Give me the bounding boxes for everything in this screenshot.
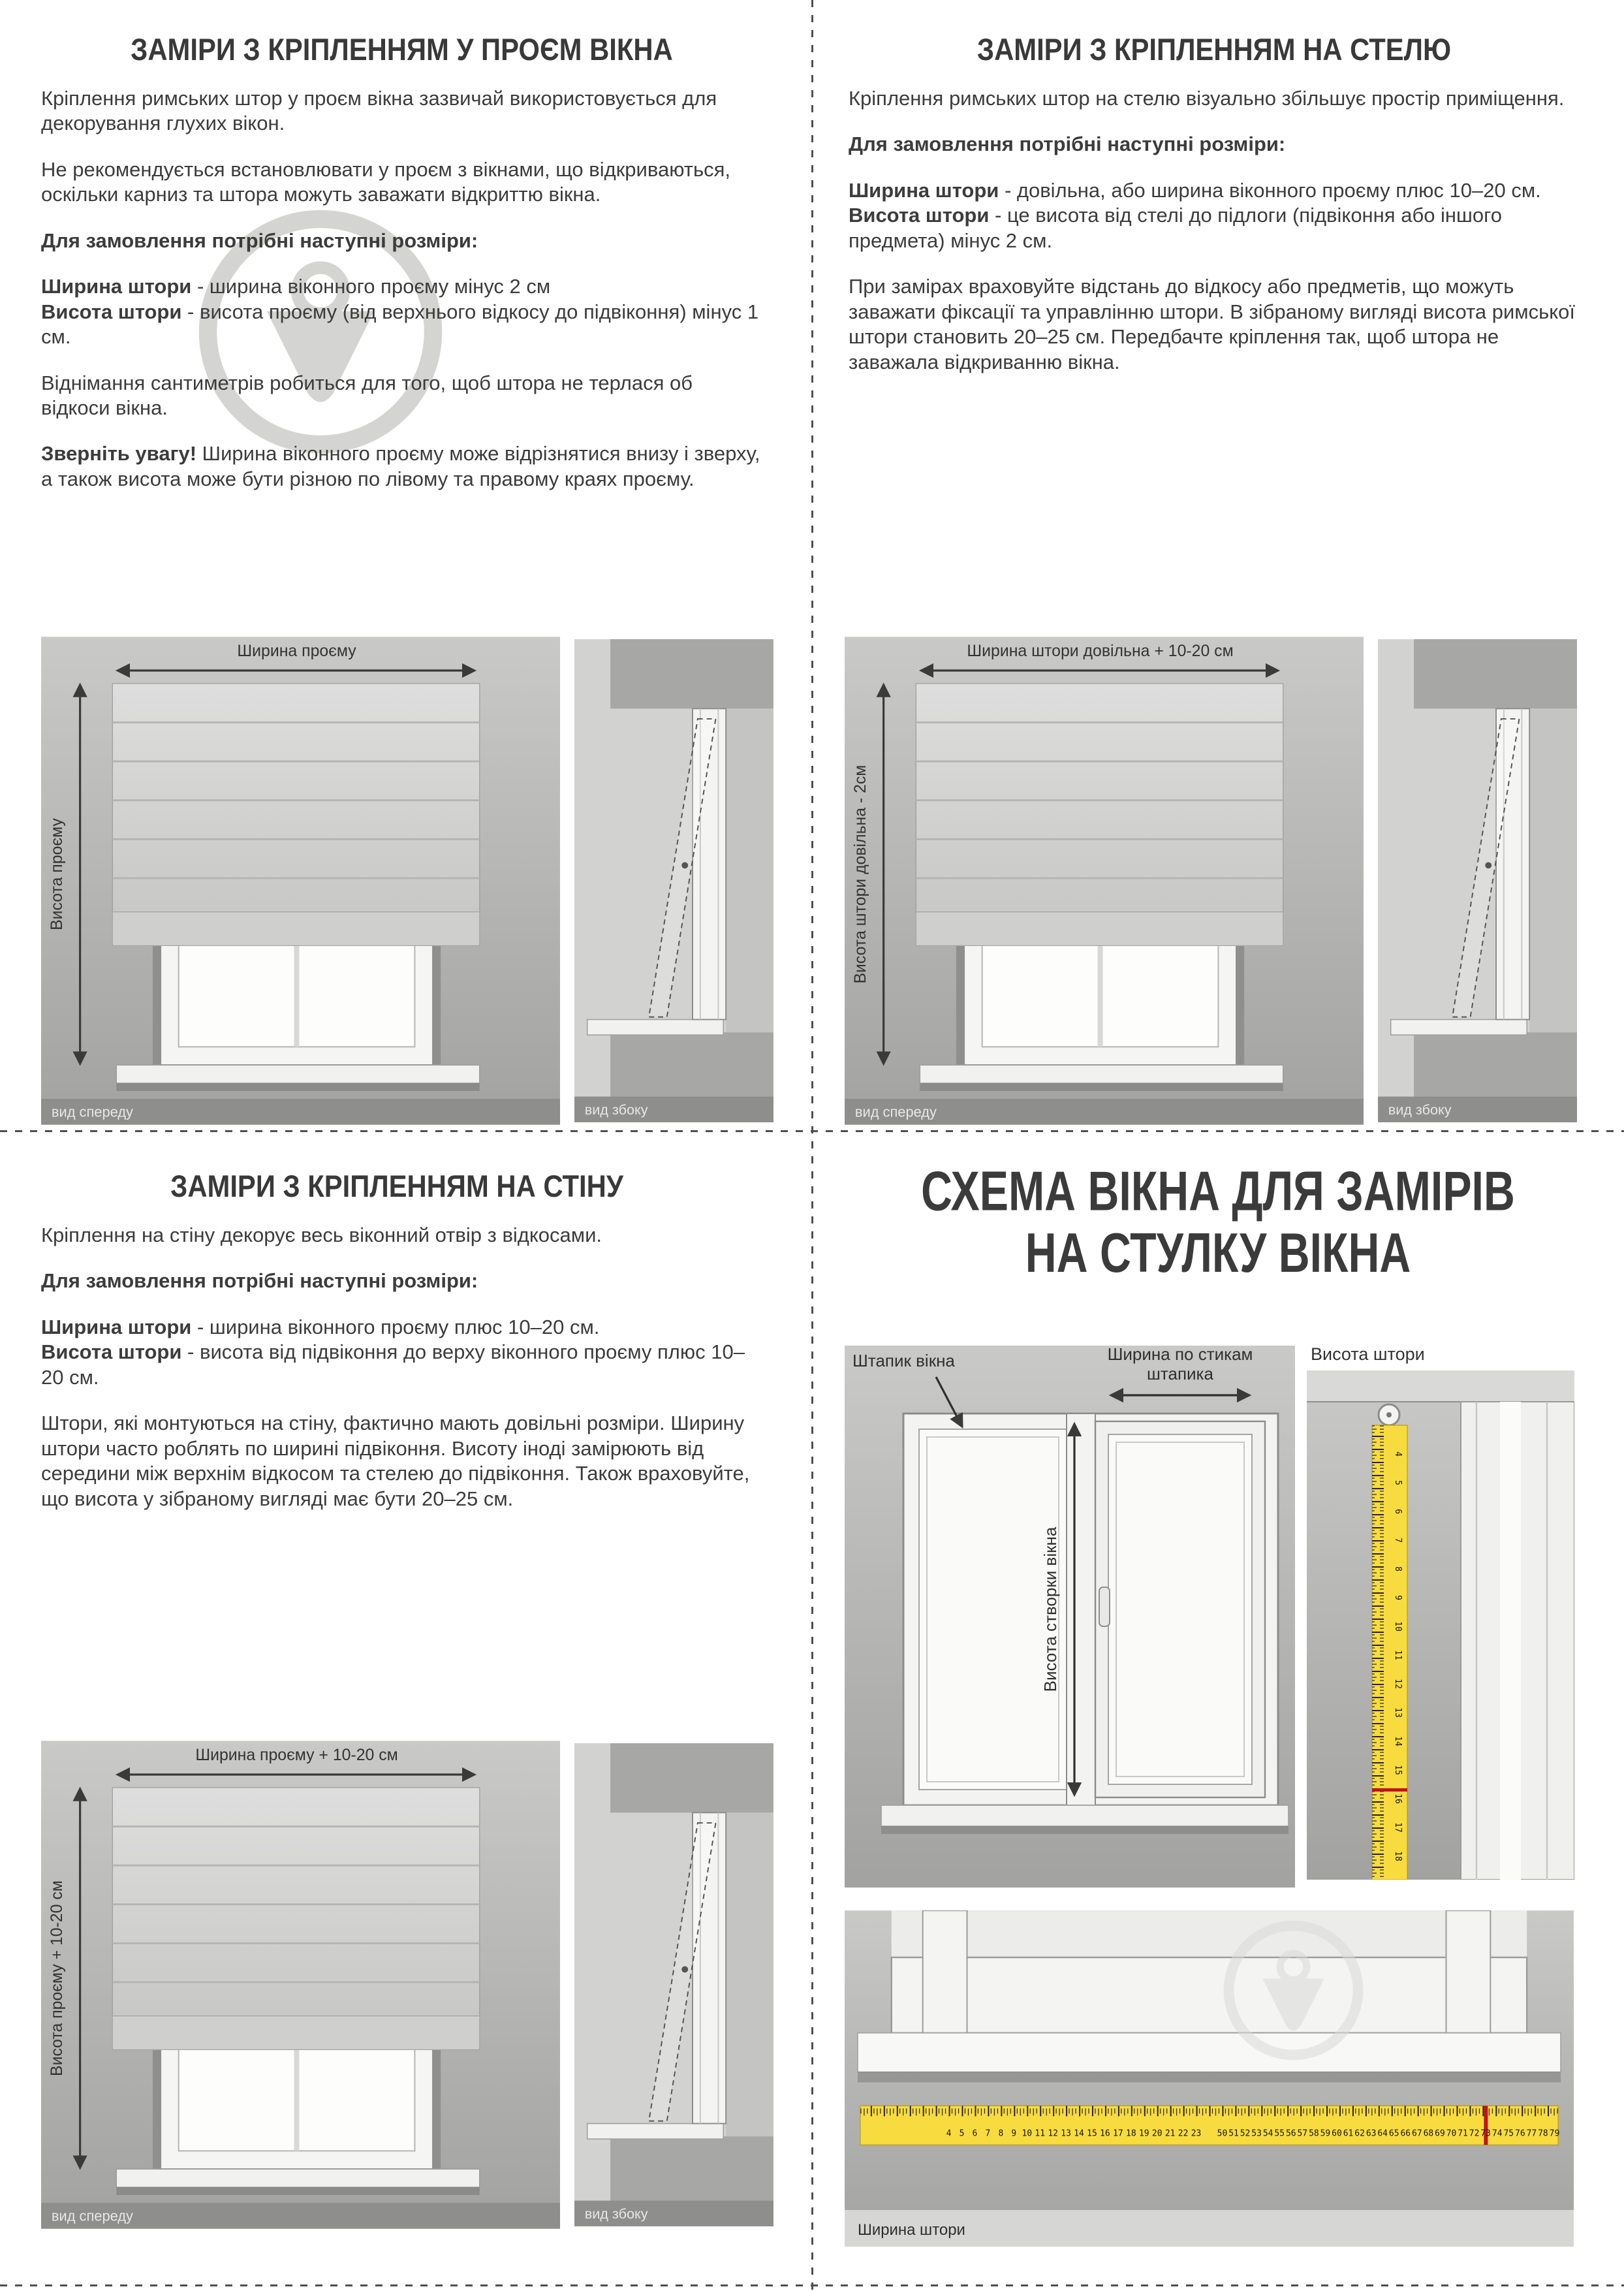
schema-title [905, 1160, 1532, 1284]
svg-text:56: 56 [1285, 2128, 1296, 2139]
dim-width-term: Ширина штори [849, 178, 999, 202]
svg-text:78: 78 [1538, 2128, 1548, 2139]
measuring-tape-horizontal [860, 2106, 1558, 2145]
dimension-height-line [849, 203, 1580, 253]
paragraph-subtract-note: Віднімання сантиметрів робиться для того, щоб штора не терлася об відкоси вікна. [41, 371, 693, 419]
figure-wall-mount [41, 1741, 773, 2229]
paragraph-advice: Штори, які монтуються на стіну, фактично мають довільні розміри. Ширину штори часто роблять по ширині підвіконня. Висоту іноді замірюють від середини між верхнім відкосом та стелею до підвіконня. Також враховуйте, що висота у зібраному вигляді має бути 20–25 см. [41, 1412, 750, 1510]
wall-above-window [1414, 639, 1577, 708]
front-view-caption: вид спереду [51, 2207, 133, 2224]
section-window-schema [812, 1130, 1624, 2286]
red-measure-mark [1484, 2106, 1488, 2145]
window-reveal [1529, 708, 1577, 1032]
paragraph-intro: Кріплення на стіну декорує весь віконний отвір з відкосами. [41, 1224, 602, 1246]
svg-text:8: 8 [998, 2128, 1004, 2139]
svg-text:62: 62 [1354, 2128, 1365, 2139]
section-title: ЗАМІРИ З КРІПЛЕННЯМ НА СТІНУ [170, 1169, 623, 1204]
section-title: ЗАМІРИ З КРІПЛЕННЯМ У ПРОЄМ ВІКНА [131, 33, 673, 67]
front-view-caption: вид спереду [854, 1103, 937, 1120]
dimension-height-line [41, 300, 762, 350]
svg-text:18: 18 [1393, 1851, 1403, 1861]
side-view-illustration [574, 637, 773, 1125]
windowsill-side [587, 1020, 724, 1035]
svg-text:8: 8 [1393, 1566, 1403, 1572]
svg-text:19: 19 [1138, 2128, 1149, 2139]
window-handle-icon [681, 1966, 688, 1972]
dimensions-block [41, 1315, 753, 1390]
svg-text:10: 10 [1393, 1621, 1403, 1632]
tape-numbers-vertical [1393, 1451, 1403, 1861]
dim-height-term: Висота штори [41, 1340, 182, 1364]
section-mount-on-ceiling [812, 0, 1624, 1130]
red-measure-mark [1372, 1788, 1407, 1792]
ceiling [1307, 1370, 1574, 1402]
dim-height-desc: - це висота від стелі до підлоги (підвіконня або іншого предмета) мінус 2 см. [849, 204, 1503, 252]
svg-text:52: 52 [1240, 2128, 1251, 2139]
tape-numbers-right [1217, 2128, 1560, 2138]
roman-blind [112, 684, 479, 945]
svg-text:22: 22 [1178, 2128, 1189, 2139]
svg-text:73: 73 [1480, 2128, 1491, 2139]
window-handle-icon [1099, 1587, 1110, 1626]
dim-height-term: Висота штори [849, 204, 990, 227]
section-mount-on-wall [0, 1130, 812, 2286]
svg-text:68: 68 [1423, 2128, 1434, 2139]
roman-blind [916, 684, 1283, 945]
height-tape-illustration [1307, 1370, 1574, 1880]
dim-width-term: Ширина штори [41, 1315, 192, 1338]
curtain-width-label: Ширина штори [857, 2220, 965, 2239]
order-heading: Для замовлення потрібні наступні розміри: [41, 1269, 478, 1293]
side-view-caption: вид збоку [1388, 1101, 1452, 1118]
svg-text:60: 60 [1332, 2128, 1342, 2139]
svg-text:63: 63 [1366, 2128, 1377, 2139]
svg-text:53: 53 [1251, 2128, 1262, 2139]
front-view-illustration [845, 637, 1364, 1125]
svg-text:18: 18 [1126, 2128, 1136, 2139]
windowsill [920, 1065, 1283, 1091]
dimensions-block [849, 178, 1580, 253]
svg-text:61: 61 [1343, 2128, 1354, 2139]
side-view-illustration [574, 1741, 773, 2229]
figure-opening-mount [41, 637, 773, 1125]
dim-height-term: Висота штори [41, 300, 182, 323]
svg-text:23: 23 [1191, 2128, 1202, 2139]
svg-text:13: 13 [1393, 1707, 1403, 1718]
order-heading: Для замовлення потрібні наступні розміри: [849, 133, 1286, 156]
attention-term: Зверніть увагу! [41, 442, 197, 466]
svg-text:67: 67 [1412, 2128, 1422, 2139]
width-dimension-label: Ширина штори довільна + 10-20 см [967, 642, 1234, 661]
svg-text:64: 64 [1377, 2128, 1388, 2139]
svg-text:5: 5 [959, 2128, 965, 2139]
svg-text:4: 4 [946, 2128, 952, 2139]
svg-text:11: 11 [1393, 1650, 1403, 1660]
paragraph-advice: При замірах враховуйте відстань до відкосу або предметів, що можуть заважати фіксації та управлінню штори. В зібраному вигляді висота римської штори становить 20–25 см. Передбачте кріплення так, щоб штора не заважала відкриванню вікна. [849, 275, 1576, 373]
svg-text:66: 66 [1400, 2128, 1411, 2139]
wall-above-window [610, 639, 773, 708]
svg-text:65: 65 [1388, 2128, 1399, 2139]
svg-text:17: 17 [1113, 2128, 1123, 2139]
svg-text:7: 7 [1393, 1538, 1403, 1543]
roman-blind [112, 1788, 479, 2049]
svg-text:21: 21 [1164, 2128, 1176, 2139]
window-frame-corner [1461, 1402, 1574, 1880]
svg-text:79: 79 [1549, 2128, 1560, 2139]
dimension-height-line [41, 1340, 753, 1390]
bead-width-label-line2: штапика [1147, 1364, 1213, 1383]
curtain-height-label: Висота штори [1311, 1344, 1425, 1364]
window-handle-icon [681, 862, 688, 868]
dim-height-desc: - висота проєму (від верхнього відкосу до підвіконня) мінус 1 см. [41, 300, 759, 349]
windowsill [858, 2033, 1561, 2083]
height-dimension-label: Висота штори довільна - 2см [851, 765, 869, 984]
brand-watermark-icon [1220, 1917, 1367, 2064]
svg-text:54: 54 [1262, 2128, 1273, 2139]
wall-above-window [610, 1743, 773, 1812]
svg-text:55: 55 [1274, 2128, 1285, 2139]
svg-text:72: 72 [1469, 2128, 1480, 2139]
svg-text:58: 58 [1309, 2128, 1319, 2139]
side-view-illustration [1378, 637, 1577, 1125]
front-view-caption: вид спереду [51, 1103, 133, 1120]
paragraph-intro: Кріплення римських штор у проєм вікна зазвичай використовується для декорування глухих вікон. [41, 87, 717, 135]
svg-text:20: 20 [1151, 2128, 1163, 2139]
svg-text:10: 10 [1022, 2128, 1033, 2139]
side-view-caption: вид збоку [584, 2205, 648, 2222]
svg-text:7: 7 [985, 2128, 991, 2139]
front-view-illustration [41, 637, 560, 1125]
svg-text:17: 17 [1393, 1822, 1403, 1833]
front-view-illustration [41, 1741, 560, 2229]
svg-text:51: 51 [1228, 2128, 1239, 2139]
windowsill-side [1391, 1020, 1527, 1035]
windowsill-side [587, 2124, 724, 2140]
paragraph-intro: Кріплення римських штор на стелю візуально збільшує простір приміщення. [849, 87, 1565, 110]
schema-title-line-2: НА СТУЛКУ ВІКНА [1025, 1220, 1411, 1284]
svg-text:13: 13 [1061, 2128, 1071, 2139]
windowsill [116, 1065, 480, 1091]
svg-text:69: 69 [1435, 2128, 1445, 2139]
width-tape-illustration [845, 1910, 1574, 2247]
window-jamb-right [1446, 1910, 1491, 2032]
dim-width-desc: - ширина віконного проєму плюс 10–20 см. [191, 1315, 600, 1338]
windowsill [881, 1805, 1288, 1834]
ceiling-hook-icon [1379, 1404, 1399, 1425]
window-handle-icon [1485, 862, 1491, 868]
svg-text:15: 15 [1087, 2128, 1097, 2139]
svg-text:57: 57 [1297, 2128, 1308, 2139]
width-dimension-label: Ширина проєму [237, 642, 356, 661]
height-dimension-label: Висота проєму + 10-20 см [48, 1880, 66, 2076]
window-schema-illustration [845, 1346, 1295, 1888]
dim-height-desc: - висота від підвіконня до верху віконного проєму плюс 10–20 см. [41, 1340, 745, 1389]
svg-text:77: 77 [1526, 2128, 1537, 2139]
window-reveal [726, 708, 773, 1032]
height-dimension-label: Висота проєму [48, 818, 66, 930]
svg-text:70: 70 [1446, 2128, 1457, 2139]
svg-text:59: 59 [1320, 2128, 1331, 2139]
svg-text:16: 16 [1100, 2128, 1110, 2139]
order-heading: Для замовлення потрібні наступні розміри: [41, 229, 478, 252]
svg-text:4: 4 [1393, 1451, 1403, 1457]
svg-text:5: 5 [1393, 1480, 1403, 1485]
svg-text:16: 16 [1393, 1793, 1403, 1804]
svg-text:6: 6 [1393, 1509, 1403, 1514]
dim-width-desc: - ширина віконного проєму мінус 2 см [191, 275, 551, 298]
dimensions-block [41, 274, 762, 349]
bead-width-label-line1: Ширина по стикам [1107, 1346, 1253, 1364]
figure-ceiling-mount [845, 637, 1577, 1125]
svg-text:9: 9 [1393, 1595, 1403, 1600]
dimension-width-line [41, 1315, 753, 1340]
svg-text:11: 11 [1035, 2128, 1046, 2139]
section-mount-in-opening [0, 0, 812, 1130]
window-frame-bottom [892, 1957, 1527, 2033]
sash-height-label: Висота створки вікна [1040, 1526, 1060, 1692]
svg-text:6: 6 [972, 2128, 978, 2139]
dimension-width-line [41, 274, 762, 299]
window-jamb-left [923, 1910, 967, 2032]
attention-note [41, 441, 762, 492]
dim-width-term: Ширина штори [41, 275, 192, 298]
svg-text:75: 75 [1503, 2128, 1514, 2139]
dim-width-desc: - довільна, або ширина віконного проєму плюс 10–20 см. [999, 178, 1541, 202]
svg-text:71: 71 [1458, 2128, 1468, 2139]
svg-text:15: 15 [1393, 1765, 1403, 1775]
window-reveal [726, 1812, 773, 2136]
svg-text:50: 50 [1217, 2128, 1228, 2139]
schema-title-line-1: СХЕМА ВІКНА ДЛЯ ЗАМІРІВ [921, 1159, 1515, 1223]
svg-text:76: 76 [1515, 2128, 1525, 2139]
attention-text: Ширина віконного проєму може відрізнятися внизу і зверху, а також висота може бути різною по лівому та правому краях проєму. [41, 442, 760, 490]
svg-text:9: 9 [1011, 2128, 1017, 2139]
svg-text:14: 14 [1074, 2128, 1084, 2139]
width-dimension-label: Ширина проєму + 10-20 см [195, 1746, 398, 1765]
window-frame [903, 1414, 1278, 1805]
glazing-bead-label: Штапик вікна [852, 1351, 955, 1370]
figure-sash-measure-schema [812, 1130, 1624, 2286]
section-title: ЗАМІРИ З КРІПЛЕННЯМ НА СТЕЛЮ [976, 33, 1452, 67]
paragraph-warning: Не рекомендується встановлювати у проєм з вікнами, що відкриваються, оскільки карниз та штора можуть заважати відкриттю вікна. [41, 157, 731, 206]
svg-text:74: 74 [1491, 2128, 1503, 2139]
side-view-caption: вид збоку [584, 1101, 648, 1118]
svg-text:12: 12 [1048, 2128, 1058, 2139]
windowsill [116, 2169, 480, 2195]
svg-text:14: 14 [1393, 1736, 1403, 1746]
svg-text:12: 12 [1393, 1679, 1403, 1689]
window-glass-bottom [892, 1910, 1527, 1957]
dimension-width-line [849, 178, 1580, 203]
